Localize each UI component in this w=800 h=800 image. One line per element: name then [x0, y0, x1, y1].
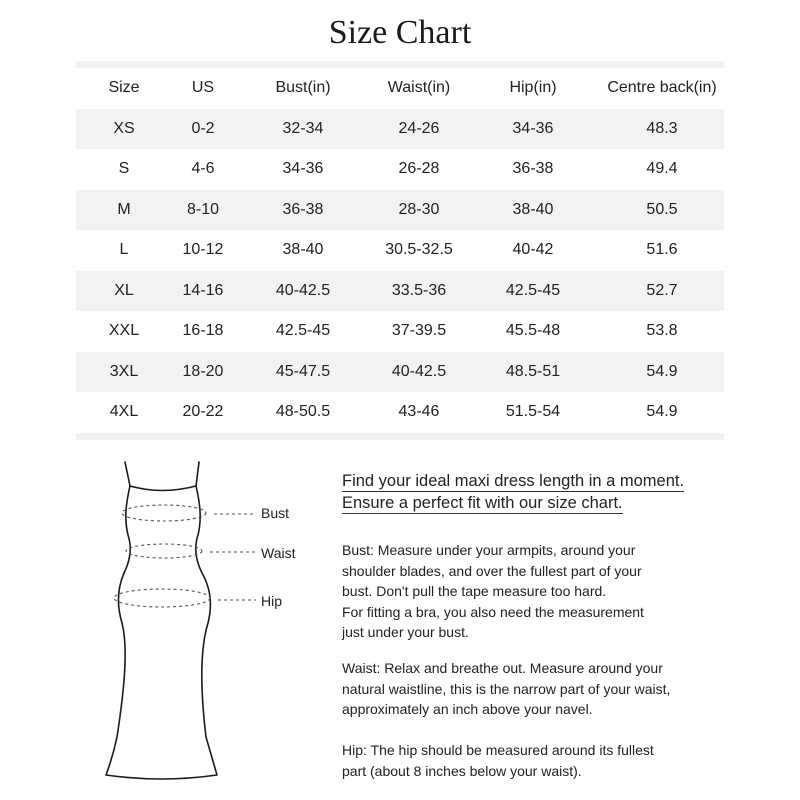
headline-line-2: Ensure a perfect fit with our size chart. — [342, 494, 623, 512]
cell-bust: 32-34 — [282, 119, 324, 137]
bust-line — [122, 505, 206, 521]
cell-waist: 26-28 — [398, 160, 440, 178]
cell-centre-back: 52.7 — [646, 281, 678, 299]
table-header-row — [76, 68, 724, 109]
cell-bust: 42.5-45 — [275, 322, 331, 340]
table-row — [76, 149, 724, 190]
dress-illustration — [100, 455, 330, 795]
dress-outline — [106, 486, 217, 779]
cell-centre-back: 50.5 — [646, 200, 678, 218]
cell-centre-back: 48.3 — [646, 119, 678, 137]
cell-hip: 34-36 — [512, 119, 554, 137]
header-bust: Bust(in) — [275, 79, 331, 97]
cell-us: 4-6 — [191, 160, 215, 178]
cell-size: XL — [114, 281, 134, 299]
cell-size: XXL — [108, 322, 140, 340]
header-waist: Waist(in) — [387, 79, 451, 97]
cell-size: 3XL — [109, 362, 139, 380]
cell-bust: 40-42.5 — [275, 281, 331, 299]
cell-hip: 42.5-45 — [505, 281, 561, 299]
headline-line-1: Find your ideal maxi dress length in a moment. — [342, 472, 685, 490]
cell-size: XS — [113, 119, 135, 137]
left-strap — [125, 462, 130, 486]
cell-waist: 37-39.5 — [391, 322, 447, 340]
table-row — [76, 190, 724, 231]
cell-us: 18-20 — [182, 362, 224, 380]
waist-label: Waist — [261, 545, 296, 561]
cell-waist: 40-42.5 — [391, 362, 447, 380]
cell-us: 10-12 — [182, 241, 224, 259]
cell-centre-back: 51.6 — [646, 241, 678, 259]
hip-label: Hip — [261, 593, 283, 609]
table-bottom-bar — [76, 433, 724, 440]
cell-waist: 28-30 — [398, 200, 440, 218]
waist-instructions: Waist: Relax and breathe out. Measure around your natural waistline, this is the narrow part of your waist, approximately an inch above your navel. — [342, 660, 671, 717]
table-row — [76, 230, 724, 271]
cell-bust: 45-47.5 — [275, 362, 331, 380]
cell-hip: 40-42 — [512, 241, 554, 259]
size-table — [76, 61, 724, 440]
table-row — [76, 271, 724, 312]
waist-line — [126, 544, 202, 558]
cell-us: 16-18 — [182, 322, 224, 340]
cell-size: L — [119, 241, 129, 259]
cell-size: M — [117, 200, 131, 218]
cell-waist: 30.5-32.5 — [385, 241, 453, 259]
cell-bust: 36-38 — [282, 200, 324, 218]
header-us: US — [191, 79, 215, 97]
header-size: Size — [108, 79, 140, 97]
cell-bust: 34-36 — [282, 160, 324, 178]
cell-hip: 51.5-54 — [505, 403, 561, 421]
header-hip: Hip(in) — [509, 79, 557, 97]
table-top-bar — [76, 61, 724, 68]
bust-instructions: Bust: Measure under your armpits, around your shoulder blades, and over the fullest part of your bust. Don't pull the tape measure too hard. For fitting a bra, you also need the measurement just under your bust. — [342, 542, 644, 640]
measurement-guide — [342, 470, 742, 779]
cell-hip: 38-40 — [512, 200, 554, 218]
table-row — [76, 352, 724, 393]
hip-line — [114, 589, 210, 607]
neckline — [130, 486, 196, 491]
table-row — [76, 109, 724, 150]
cell-waist: 33.5-36 — [391, 281, 447, 299]
cell-bust: 48-50.5 — [275, 403, 331, 421]
cell-size: S — [118, 160, 130, 178]
dress-figure — [100, 455, 330, 795]
right-strap — [196, 462, 199, 486]
bust-label: Bust — [261, 505, 290, 521]
cell-us: 8-10 — [186, 200, 220, 218]
cell-bust: 38-40 — [282, 241, 324, 259]
cell-size: 4XL — [109, 403, 139, 421]
cell-us: 20-22 — [182, 403, 224, 421]
cell-us: 0-2 — [191, 119, 215, 137]
cell-hip: 36-38 — [512, 160, 554, 178]
cell-us: 14-16 — [182, 281, 224, 299]
cell-hip: 48.5-51 — [505, 362, 561, 380]
table-row — [76, 392, 724, 433]
cell-hip: 45.5-48 — [505, 322, 561, 340]
table-row — [76, 311, 724, 352]
cell-centre-back: 54.9 — [646, 362, 678, 380]
header-centre-back: Centre back(in) — [607, 79, 717, 97]
cell-centre-back: 54.9 — [646, 403, 678, 421]
cell-waist: 24-26 — [398, 119, 440, 137]
cell-centre-back: 53.8 — [646, 322, 678, 340]
page-title: Size Chart — [328, 14, 472, 51]
hip-instructions: Hip: The hip should be measured around its fullest part (about 8 inches below your waist). — [342, 742, 654, 779]
cell-waist: 43-46 — [398, 403, 440, 421]
cell-centre-back: 49.4 — [646, 160, 678, 178]
